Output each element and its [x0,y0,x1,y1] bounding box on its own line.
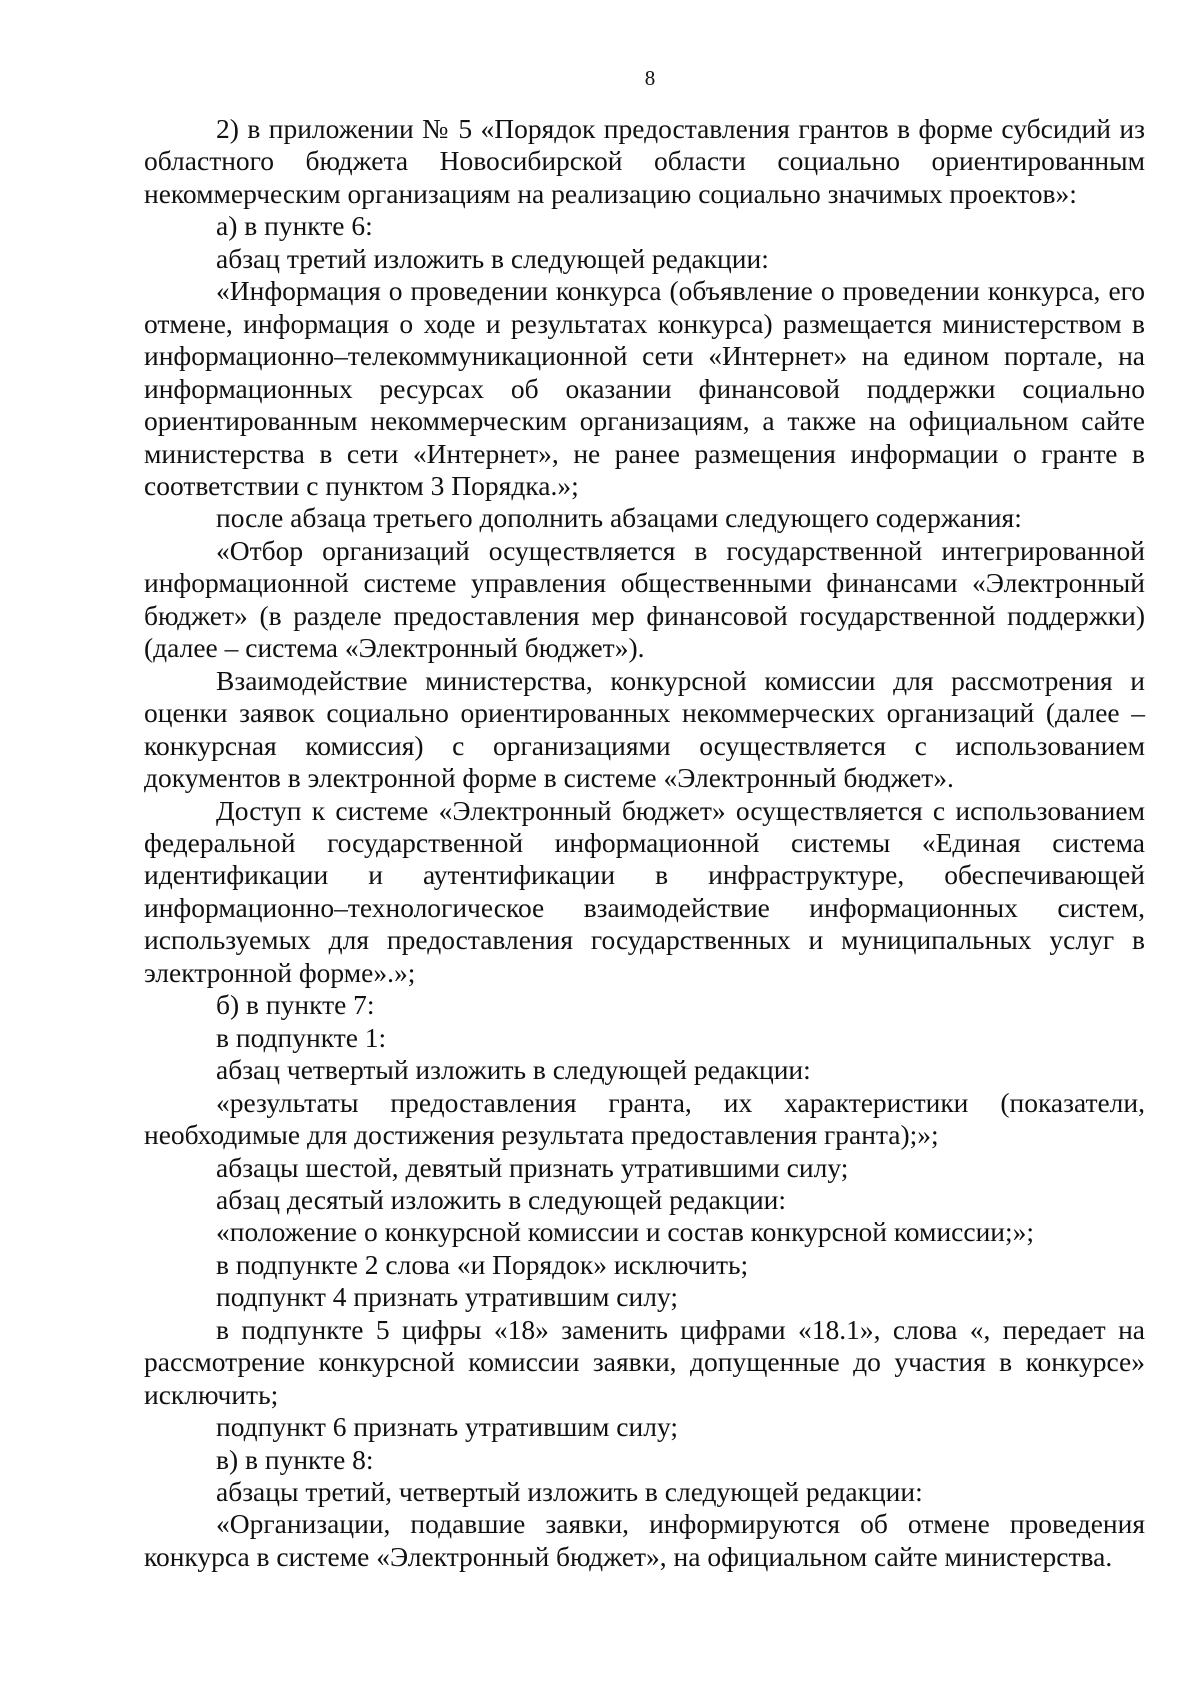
paragraph-subpoint-6: подпункт 6 признать утратившим силу; [216,1411,678,1443]
document-body [144,113,1145,1573]
paragraph-fourth-paragraph-wording: абзац четвертый изложить в следующей редакции: [216,1054,811,1086]
page-number: 8 [644,66,656,90]
paragraph-system-access: Доступ к системе «Электронный бюджет» осуществляется с использованием федеральной государственной информационной системы «Единая система идентификации и аутентификации в инфраструктуре, обеспечивающей информационно–технологическое взаимодействие информационных систем, используемых для предоставления государственных и муниципальных услуг в электронной форме».»; [144,794,1145,988]
paragraph-point-8: в) в пункте 8: [216,1443,374,1475]
paragraph-add-after-third: после абзаца третьего дополнить абзацами следующего содержания: [216,502,1022,534]
paragraph-tenth-paragraph-wording: абзац десятый изложить в следующей редакции: [216,1183,787,1215]
paragraph-subpoint-2: в подпункте 2 слова «и Порядок» исключить; [216,1248,749,1280]
paragraph-contest-information: «Информация о проведении конкурса (объявление о проведении конкурса, его отмене, информация о ходе и результатах конкурса) размещается министерством в информационно–телекоммуникационной сети «Интернет» на едином портале, на информационных ресурсах об оказании финансовой поддержки социально ориентированным некоммерческим организациям, а также на официальном сайте министерства в сети «Интернет», не ранее размещения информации о гранте в соответствии с пунктом 3 Порядка.»; [144,275,1145,501]
paragraph-interaction: Взаимодействие министерства, конкурсной комиссии для рассмотрения и оценки заявок социально ориентированных некоммерческих организаций (далее – конкурсная комиссия) с организациями осуществляется с использованием документов в электронной форме в системе «Электронный бюджет». [144,664,1145,794]
paragraph-subpoint-4: подпункт 4 признать утратившим силу; [216,1281,678,1313]
paragraph-third-fourth-wording: абзацы третий, четвертый изложить в следующей редакции: [216,1476,923,1508]
paragraph-amendment-appendix-5: 2) в приложении № 5 «Порядок предоставления грантов в форме субсидий из областного бюджета Новосибирской области социально ориентированным некоммерческим организациям на реализацию социально значимых проектов»: [144,113,1145,209]
paragraph-third-paragraph-wording: абзац третий изложить в следующей редакции: [216,242,769,274]
paragraph-point-7: б) в пункте 7: [216,989,375,1021]
paragraph-subpoint-1: в подпункте 1: [216,1021,387,1053]
paragraph-commission-regulation: «положение о конкурсной комиссии и состав конкурсной комиссии;»; [216,1216,1035,1248]
paragraph-cancellation-notice: «Организации, подавшие заявки, информируются об отмене проведения конкурса в системе «Электронный бюджет», на официальном сайте министерства. [144,1508,1145,1572]
paragraph-sixth-ninth-invalid: абзацы шестой, девятый признать утратившими силу; [216,1151,849,1183]
paragraph-subpoint-5: в подпункте 5 цифры «18» заменить цифрами «18.1», слова «, передает на рассмотрение конкурсной комиссии заявки, допущенные до участия в конкурсе» исключить; [144,1313,1145,1410]
paragraph-organization-selection: «Отбор организаций осуществляется в государственной интегрированной информационной системе управления общественными финансами «Электронный бюджет» (в разделе предоставления мер финансовой государственной поддержки) (далее – система «Электронный бюджет»). [144,534,1145,664]
paragraph-grant-results: «результаты предоставления гранта, их характеристики (показатели, необходимые для достижения результата предоставления гранта);»; [144,1086,1145,1151]
paragraph-point-6: а) в пункте 6: [216,210,373,242]
